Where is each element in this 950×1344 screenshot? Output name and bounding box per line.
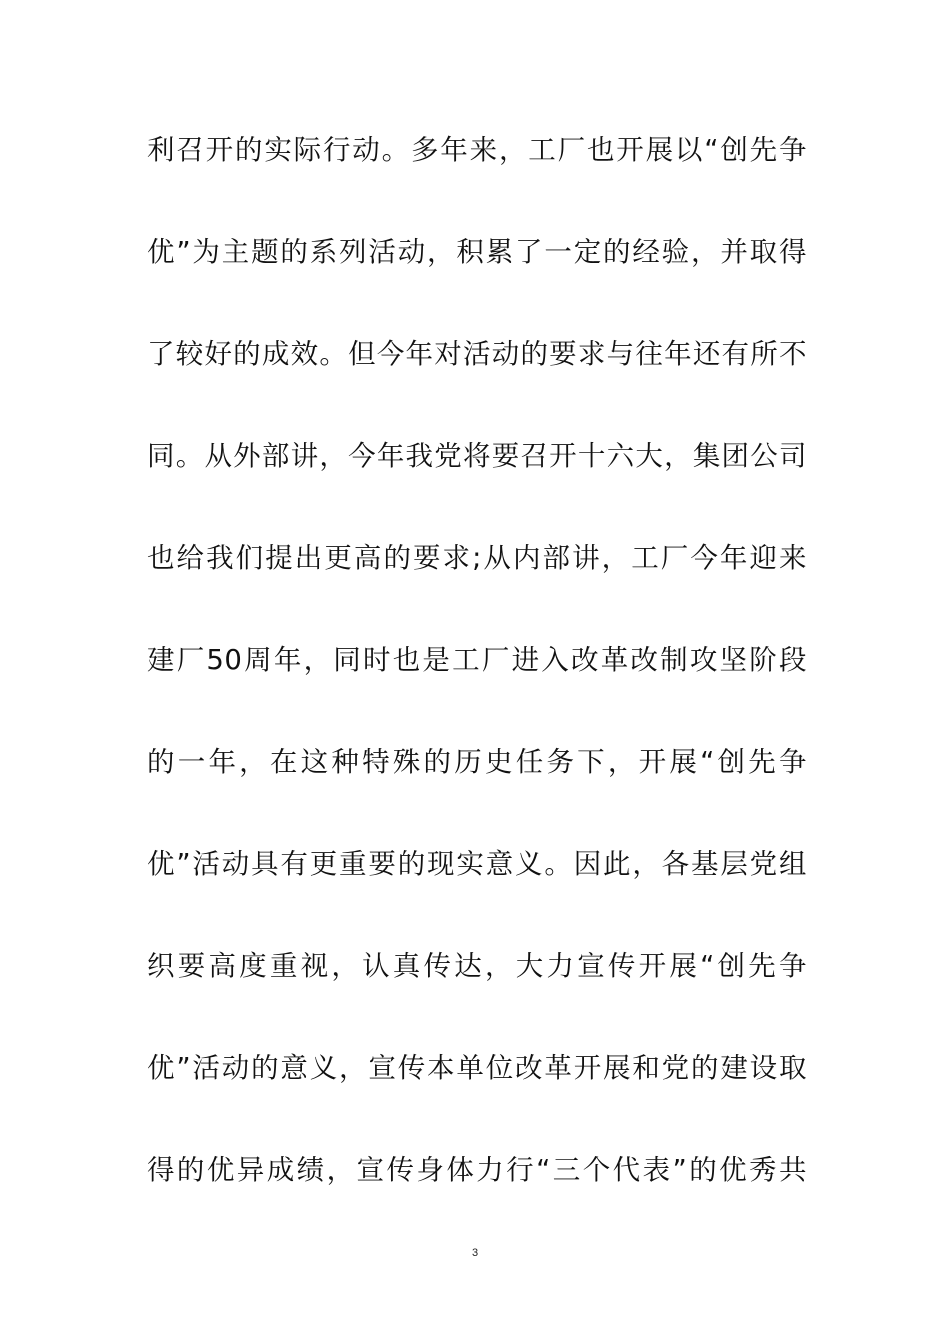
text-line: 得的优异成绩，宣传身体力行“三个代表”的优秀共 — [147, 1154, 807, 1186]
text-line: 优”活动的意义，宣传本单位改革开展和党的建设取 — [147, 1052, 807, 1084]
text-line: 优”活动具有更重要的现实意义。因此，各基层党组 — [147, 848, 807, 880]
text-line: 同。从外部讲，今年我党将要召开十六大，集团公司 — [147, 440, 807, 472]
page-number: 3 — [471, 1247, 479, 1259]
text-line: 也给我们提出更高的要求;从内部讲，工厂今年迎来 — [147, 542, 807, 574]
text-line: 了较好的成效。但今年对活动的要求与往年还有所不 — [147, 338, 807, 370]
text-line: 织要高度重视，认真传达，大力宣传开展“创先争 — [147, 950, 807, 982]
body-text — [147, 128, 807, 1193]
text-line: 优”为主题的系列活动，积累了一定的经验，并取得 — [147, 236, 807, 268]
text-line: 利召开的实际行动。多年来，工厂也开展以“创先争 — [147, 134, 807, 166]
text-line: 建厂50周年，同时也是工厂进入改革改制攻坚阶段 — [147, 644, 807, 676]
text-line: 的一年，在这种特殊的历史任务下，开展“创先争 — [147, 746, 807, 778]
